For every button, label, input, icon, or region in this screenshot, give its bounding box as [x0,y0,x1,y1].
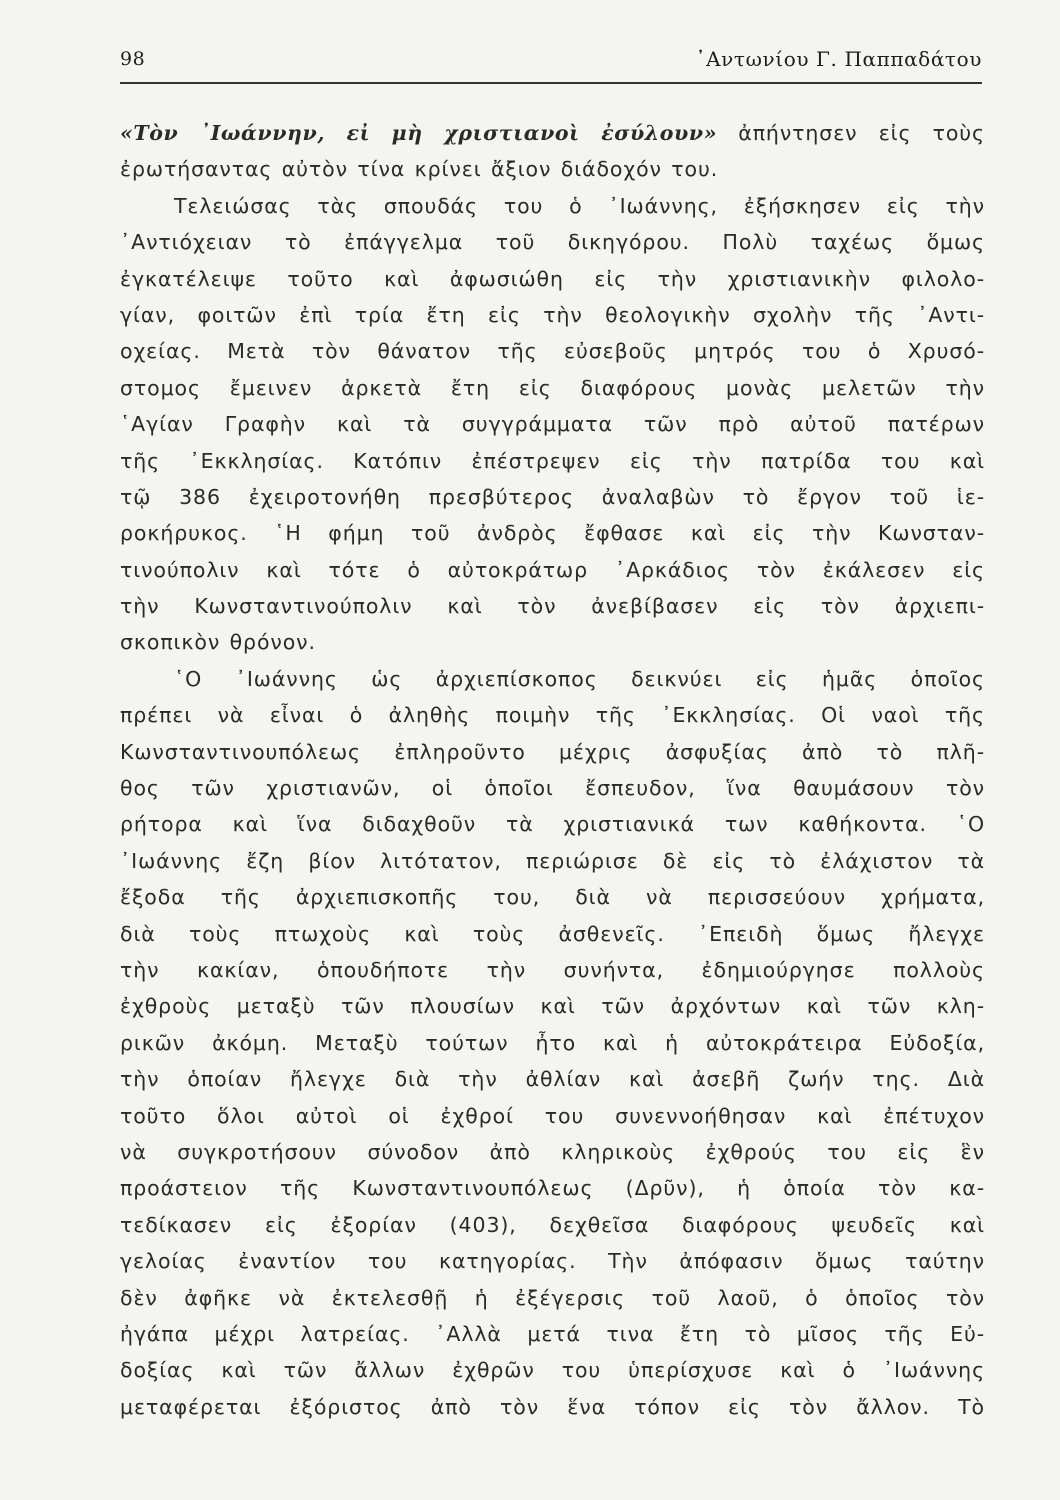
text-line: ρήτορα καὶ ἵνα διδαχθοῦν τὰ χριστιανικά των καθήκοντα. ῾Ο [120,812,985,837]
text-line: Κωνσταντινουπόλεως ἐπληροῦντο μέχρις ἀσφυξίας ἀπὸ τὸ πλῆ- [120,739,985,764]
text-line: ἐχθροὺς μεταξὺ τῶν πλουσίων καὶ τῶν ἀρχόντων καὶ τῶν κλη- [120,994,985,1019]
text-line: ἐγκατέλειψε τοῦτο καὶ ἀφωσιώθη εἰς τὴν χριστιανικὴν φιλολο- [120,266,985,291]
text-line: ῾Αγίαν Γραφὴν καὶ τὰ συγγράμματα τῶν πρὸ αὐτοῦ πατέρων [120,412,985,437]
text-line: δὲν ἀφῆκε νὰ ἐκτελεσθῇ ἡ ἐξέγερσις τοῦ λαοῦ, ὁ ὁποῖος τὸν [120,1285,985,1310]
text-line-continuation: ἀπήντησεν εἰς τοὺς [717,121,985,145]
page-number: 98 [120,48,146,70]
text-line: ᾿Ιωάννης ἔζη βίον λιτότατον, περιώρισε δὲ εἰς τὸ ἐλάχιστον τὰ [120,848,985,873]
text-line: δοξίας καὶ τῶν ἄλλων ἐχθρῶν του ὑπερίσχυσε καὶ ὁ ᾿Ιωάννης [120,1358,985,1383]
text-line: ἠγάπα μέχρι λατρείας. ᾿Αλλὰ μετά τινα ἔτη τὸ μῖσος τῆς Εὐ- [120,1321,985,1346]
text-line: σκοπικὸν θρόνον. [120,630,316,655]
text-line: διὰ τοὺς πτωχοὺς καὶ τοὺς ἀσθενεῖς. ᾿Επειδὴ ὅμως ἤλεγχε [120,921,985,946]
text-line: γελοίας ἐναντίον του κατηγορίας. Τὴν ἀπόφασιν ὅμως ταύτην [120,1249,985,1274]
text-line: τεδίκασεν εἰς ἐξορίαν (403), δεχθεῖσα διαφόρους ψευδεῖς καὶ [120,1212,985,1237]
text-line-quote [120,115,985,151]
quoted-phrase: «Τὸν ᾿Ιωάννην, εἰ μὴ χριστιανοὶ ἐσύλουν» [120,121,718,145]
text-line: ροκήρυκος. ῾Η φήμη τοῦ ἀνδρὸς ἔφθασε καὶ εἰς τὴν Κωνσταν- [120,521,985,546]
text-line: ἐρωτήσαντας αὐτὸν τίνα κρίνει ἄξιον διάδοχόν του. [120,157,719,182]
text-line: γίαν, φοιτῶν ἐπὶ τρία ἔτη εἰς τὴν θεολογικὴν σχολὴν τῆς ᾿Αντι- [120,302,985,327]
text-line: πρέπει νὰ εἶναι ὁ ἀληθὴς ποιμὴν τῆς ᾿Εκκλησίας. Οἱ ναοὶ τῆς [120,703,985,728]
running-head: ᾿Αντωνίου Γ. Παππαδάτου [695,47,982,71]
text-line: τοῦτο ὅλοι αὐτοὶ οἱ ἐχθροί του συνεννοήθησαν καὶ ἐπέτυχον [120,1103,985,1128]
text-line: τὴν ὁποίαν ἤλεγχε διὰ τὴν ἀθλίαν καὶ ἀσεβῆ ζωήν της. Διὰ [120,1067,985,1092]
text-line: μεταφέρεται ἐξόριστος ἀπὸ τὸν ἕνα τόπον εἰς τὸν ἄλλον. Τὸ [120,1394,985,1419]
text-line: ᾿Αντιόχειαν τὸ ἐπάγγελμα τοῦ δικηγόρου. Πολὺ ταχέως ὅμως [120,230,985,255]
text-line: τινούπολιν καὶ τότε ὁ αὐτοκράτωρ ᾿Αρκάδιος τὸν ἐκάλεσεν εἰς [120,557,985,582]
text-line: τῆς ᾿Εκκλησίας. Κατόπιν ἐπέστρεψεν εἰς τὴν πατρίδα του καὶ [120,448,985,473]
text-line: τὴν Κωνσταντινούπολιν καὶ τὸν ἀνεβίβασεν εἰς τὸν ἀρχιεπι- [120,594,985,619]
page-header [120,42,982,84]
text-line: στομος ἔμεινεν ἀρκετὰ ἔτη εἰς διαφόρους μονὰς μελετῶν τὴν [120,375,985,400]
text-line: νὰ συγκροτήσουν σύνοδον ἀπὸ κληρικοὺς ἐχθρούς του εἰς ἓν [120,1139,985,1164]
text-line: τῷ 386 ἐχειροτονήθη πρεσβύτερος ἀναλαβὼν τὸ ἔργον τοῦ ἱε- [120,484,985,509]
text-line: ἔξοδα τῆς ἀρχιεπισκοπῆς του, διὰ νὰ περισσεύουν χρήματα, [120,885,985,910]
text-line: προάστειον τῆς Κωνσταντινουπόλεως (Δρῦν), ἡ ὁποία τὸν κα- [120,1176,985,1201]
text-line-paragraph-start: ῾Ο ᾿Ιωάννης ὡς ἀρχιεπίσκοπος δεικνύει εἰς ἡμᾶς ὁποῖος [174,666,985,691]
body-text [120,115,985,1425]
text-line: τὴν κακίαν, ὁπουδήποτε τὴν συνήντα, ἐδημιούργησε πολλοὺς [120,957,985,982]
text-line: θος τῶν χριστιανῶν, οἱ ὁποῖοι ἔσπευδον, ἵνα θαυμάσουν τὸν [120,776,985,801]
text-line: ρικῶν ἀκόμη. Μεταξὺ τούτων ἦτο καὶ ἡ αὐτοκράτειρα Εὐδοξία, [120,1030,985,1055]
text-line-paragraph-start: Τελειώσας τὰς σπουδάς του ὁ ᾿Ιωάννης, ἐξήσκησεν εἰς τὴν [174,193,985,218]
text-line: οχείας. Μετὰ τὸν θάνατον τῆς εὐσεβοῦς μητρός του ὁ Χρυσό- [120,339,985,364]
